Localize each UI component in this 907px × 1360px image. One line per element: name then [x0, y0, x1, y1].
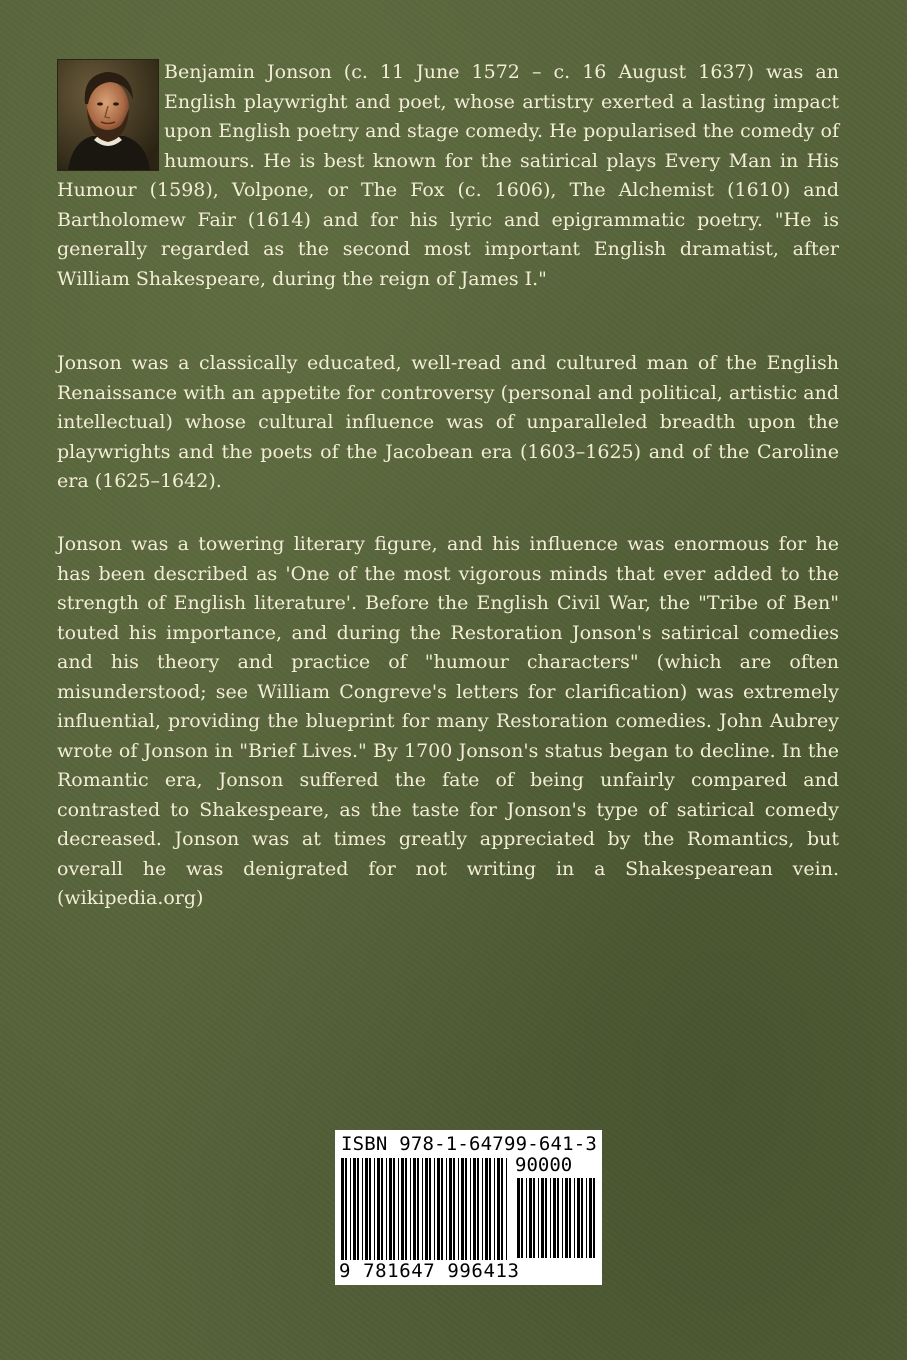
ean-digits: 9 781647 996413: [339, 1260, 520, 1282]
portrait-image: [58, 60, 158, 170]
ean-barcode-bars: [339, 1158, 511, 1260]
price-code: 90000: [515, 1154, 573, 1176]
paragraph-intro: [57, 58, 839, 294]
paragraph-3: Jonson was a towering literary figure, and his influence was enormous for he has been described as 'One of the most vigorous minds that ever added to the strength of English literature'. Before the English Civil War, the "Tribe of Ben" touted his importance, and during the Restoration Jonson's satirical comedies and his theory and practice of "humour characters" (which are often misunderstood; see William Congreve's letters for clarification) was extremely influential, providing the blueprint for many Restoration comedies. John Aubrey wrote of Jonson in "Brief Lives." By 1700 Jonson's status began to decline. In the Romantic era, Jonson suffered the fate of being unfairly compared and contrasted to Shakespeare, as the taste for Jonson's type of satirical comedy decreased. Jonson was at times greatly appreciated by the Romantics, but overall he was denigrated for not writing in a Shakespearean vein. (wikipedia.org): [57, 533, 839, 909]
author-portrait: [57, 59, 159, 171]
price-barcode-bars: [515, 1178, 597, 1258]
paragraph-2: Jonson was a classically educated, well-read and cultured man of the English Renaissance with an appetite for controversy (personal and political, artistic and intellectual) whose cultural influence was of unparalleled breadth upon the playwrights and the poets of the Jacobean era (1603–1625) and of the Caroline era (1625–1642).: [57, 352, 839, 492]
isbn-barcode: [335, 1130, 602, 1285]
isbn-label: ISBN 978-1-64799-641-3: [341, 1133, 598, 1155]
paragraph-1-text: Benjamin Jonson (c. 11 June 1572 – c. 16 August 1637) was an English playwright and poet, whose artistry exerted a lasting impact upon English poetry and stage comedy. He popularised the comedy of humours. He is best known for the satirical plays Every Man in His Humour (1598), Volpone, or The Fox (c. 1606), The Alchemist (1610) and Bartholomew Fair (1614) and for his lyric and epigrammatic poetry. "He is generally regarded as the second most important English dramatist, after William Shakespeare, during the reign of James I.": [57, 61, 839, 290]
